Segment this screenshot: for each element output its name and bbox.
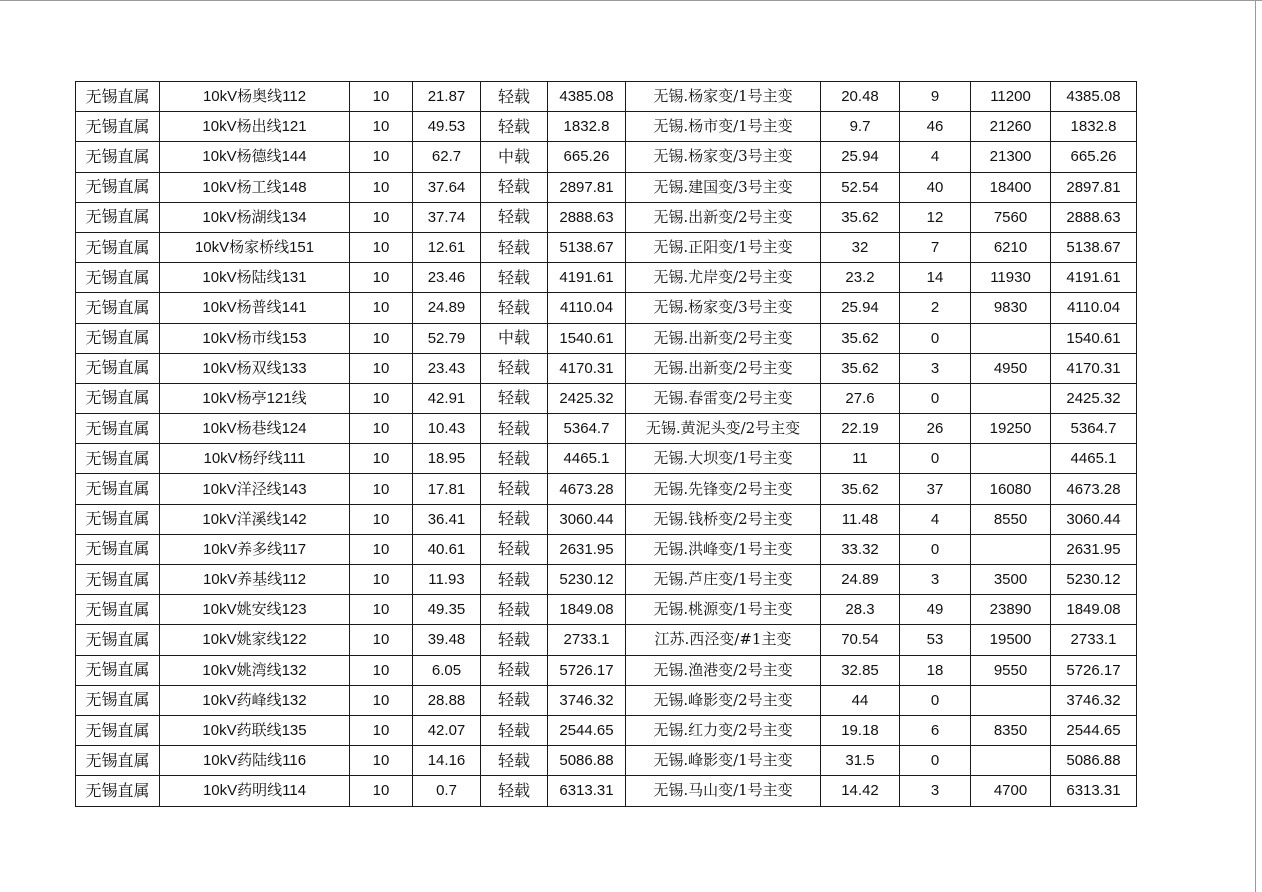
line-name-cell: 10kV姚湾线132 <box>160 655 350 685</box>
available-capacity-cell: 4465.1 <box>548 444 626 474</box>
count-cell: 46 <box>900 112 971 142</box>
substation-transformer-cell: 无锡.洪峰变/1号主变 <box>626 534 821 564</box>
count-cell: 9 <box>900 82 971 112</box>
load-rate-cell: 62.7 <box>413 142 481 172</box>
capacity-cell <box>971 444 1051 474</box>
capacity-cell: 23890 <box>971 595 1051 625</box>
transformer-load-rate-cell: 27.6 <box>821 383 900 413</box>
margin-cell: 2888.63 <box>1051 202 1137 232</box>
voltage-cell: 10 <box>350 232 413 262</box>
line-name-cell: 10kV杨普线141 <box>160 293 350 323</box>
line-name-cell: 10kV杨巷线124 <box>160 414 350 444</box>
load-rate-cell: 0.7 <box>413 776 481 806</box>
transformer-load-rate-cell: 24.89 <box>821 565 900 595</box>
available-capacity-cell: 1849.08 <box>548 595 626 625</box>
load-status-cell: 轻载 <box>481 293 548 323</box>
voltage-cell: 10 <box>350 172 413 202</box>
unit-cell: 无锡直属 <box>76 565 160 595</box>
unit-cell: 无锡直属 <box>76 82 160 112</box>
line-name-cell: 10kV姚家线122 <box>160 625 350 655</box>
load-status-cell: 中载 <box>481 142 548 172</box>
margin-cell: 2631.95 <box>1051 534 1137 564</box>
margin-cell: 4385.08 <box>1051 82 1137 112</box>
table-row <box>76 625 1137 655</box>
load-rate-cell: 11.93 <box>413 565 481 595</box>
voltage-cell: 10 <box>350 565 413 595</box>
unit-cell: 无锡直属 <box>76 595 160 625</box>
margin-cell: 1540.61 <box>1051 323 1137 353</box>
load-rate-cell: 36.41 <box>413 504 481 534</box>
substation-transformer-cell: 无锡.杨家变/3号主变 <box>626 293 821 323</box>
substation-transformer-cell: 无锡.黄泥头变/2号主变 <box>626 414 821 444</box>
transformer-load-rate-cell: 52.54 <box>821 172 900 202</box>
load-rate-cell: 49.53 <box>413 112 481 142</box>
unit-cell: 无锡直属 <box>76 202 160 232</box>
unit-cell: 无锡直属 <box>76 444 160 474</box>
transformer-load-rate-cell: 31.5 <box>821 746 900 776</box>
load-rate-cell: 18.95 <box>413 444 481 474</box>
margin-cell: 5726.17 <box>1051 655 1137 685</box>
unit-cell: 无锡直属 <box>76 474 160 504</box>
capacity-cell: 21260 <box>971 112 1051 142</box>
substation-transformer-cell: 无锡.杨家变/3号主变 <box>626 142 821 172</box>
count-cell: 0 <box>900 383 971 413</box>
substation-transformer-cell: 无锡.渔港变/2号主变 <box>626 655 821 685</box>
line-name-cell: 10kV姚安线123 <box>160 595 350 625</box>
unit-cell: 无锡直属 <box>76 172 160 202</box>
count-cell: 2 <box>900 293 971 323</box>
table-row <box>76 383 1137 413</box>
voltage-cell: 10 <box>350 414 413 444</box>
page-top-border <box>0 0 1262 1</box>
capacity-cell <box>971 685 1051 715</box>
load-rate-cell: 42.91 <box>413 383 481 413</box>
capacity-cell <box>971 323 1051 353</box>
load-status-cell: 轻载 <box>481 444 548 474</box>
table-row <box>76 323 1137 353</box>
available-capacity-cell: 2897.81 <box>548 172 626 202</box>
unit-cell: 无锡直属 <box>76 414 160 444</box>
unit-cell: 无锡直属 <box>76 534 160 564</box>
load-rate-cell: 39.48 <box>413 625 481 655</box>
transformer-load-rate-cell: 35.62 <box>821 202 900 232</box>
transformer-load-rate-cell: 20.48 <box>821 82 900 112</box>
available-capacity-cell: 2425.32 <box>548 383 626 413</box>
transformer-load-rate-cell: 23.2 <box>821 263 900 293</box>
line-name-cell: 10kV杨市线153 <box>160 323 350 353</box>
load-status-cell: 轻载 <box>481 82 548 112</box>
voltage-cell: 10 <box>350 685 413 715</box>
load-rate-cell: 23.46 <box>413 263 481 293</box>
table-row <box>76 232 1137 262</box>
unit-cell: 无锡直属 <box>76 685 160 715</box>
count-cell: 14 <box>900 263 971 293</box>
transformer-load-rate-cell: 9.7 <box>821 112 900 142</box>
substation-transformer-cell: 无锡.马山变/1号主变 <box>626 776 821 806</box>
table-row <box>76 534 1137 564</box>
load-status-cell: 轻载 <box>481 565 548 595</box>
available-capacity-cell: 4170.31 <box>548 353 626 383</box>
voltage-cell: 10 <box>350 112 413 142</box>
transformer-load-rate-cell: 32 <box>821 232 900 262</box>
margin-cell: 5230.12 <box>1051 565 1137 595</box>
load-status-cell: 轻载 <box>481 776 548 806</box>
table-row <box>76 263 1137 293</box>
substation-transformer-cell: 无锡.出新变/2号主变 <box>626 323 821 353</box>
line-name-cell: 10kV杨德线144 <box>160 142 350 172</box>
count-cell: 3 <box>900 565 971 595</box>
capacity-cell: 18400 <box>971 172 1051 202</box>
unit-cell: 无锡直属 <box>76 746 160 776</box>
margin-cell: 2897.81 <box>1051 172 1137 202</box>
table-row <box>76 172 1137 202</box>
count-cell: 0 <box>900 444 971 474</box>
load-status-cell: 轻载 <box>481 474 548 504</box>
substation-transformer-cell: 无锡.大坝变/1号主变 <box>626 444 821 474</box>
load-status-cell: 轻载 <box>481 595 548 625</box>
substation-transformer-cell: 无锡.尤岸变/2号主变 <box>626 263 821 293</box>
transformer-load-rate-cell: 70.54 <box>821 625 900 655</box>
table-row <box>76 595 1137 625</box>
capacity-cell: 11200 <box>971 82 1051 112</box>
voltage-cell: 10 <box>350 82 413 112</box>
load-status-cell: 轻载 <box>481 534 548 564</box>
count-cell: 49 <box>900 595 971 625</box>
table-row <box>76 353 1137 383</box>
available-capacity-cell: 1540.61 <box>548 323 626 353</box>
table-row <box>76 142 1137 172</box>
load-rate-cell: 10.43 <box>413 414 481 444</box>
capacity-cell <box>971 746 1051 776</box>
margin-cell: 1832.8 <box>1051 112 1137 142</box>
margin-cell: 2425.32 <box>1051 383 1137 413</box>
line-name-cell: 10kV杨奥线112 <box>160 82 350 112</box>
capacity-cell <box>971 534 1051 564</box>
load-status-cell: 轻载 <box>481 655 548 685</box>
voltage-cell: 10 <box>350 293 413 323</box>
unit-cell: 无锡直属 <box>76 383 160 413</box>
table-row <box>76 746 1137 776</box>
load-status-cell: 轻载 <box>481 383 548 413</box>
count-cell: 0 <box>900 323 971 353</box>
load-status-cell: 中载 <box>481 323 548 353</box>
count-cell: 3 <box>900 353 971 383</box>
substation-transformer-cell: 无锡.红力变/2号主变 <box>626 715 821 745</box>
feeder-load-table <box>75 81 1137 807</box>
transformer-load-rate-cell: 22.19 <box>821 414 900 444</box>
voltage-cell: 10 <box>350 595 413 625</box>
capacity-cell: 4950 <box>971 353 1051 383</box>
line-name-cell: 10kV杨家桥线151 <box>160 232 350 262</box>
count-cell: 26 <box>900 414 971 444</box>
capacity-cell <box>971 383 1051 413</box>
table-row <box>76 776 1137 806</box>
capacity-cell: 8350 <box>971 715 1051 745</box>
substation-transformer-cell: 无锡.杨家变/1号主变 <box>626 82 821 112</box>
load-status-cell: 轻载 <box>481 746 548 776</box>
voltage-cell: 10 <box>350 383 413 413</box>
available-capacity-cell: 5230.12 <box>548 565 626 595</box>
transformer-load-rate-cell: 11 <box>821 444 900 474</box>
margin-cell: 4465.1 <box>1051 444 1137 474</box>
margin-cell: 665.26 <box>1051 142 1137 172</box>
line-name-cell: 10kV药峰线132 <box>160 685 350 715</box>
substation-transformer-cell: 无锡.建国变/3号主变 <box>626 172 821 202</box>
transformer-load-rate-cell: 35.62 <box>821 474 900 504</box>
unit-cell: 无锡直属 <box>76 263 160 293</box>
load-status-cell: 轻载 <box>481 263 548 293</box>
count-cell: 7 <box>900 232 971 262</box>
load-rate-cell: 21.87 <box>413 82 481 112</box>
unit-cell: 无锡直属 <box>76 625 160 655</box>
capacity-cell: 3500 <box>971 565 1051 595</box>
unit-cell: 无锡直属 <box>76 655 160 685</box>
line-name-cell: 10kV药明线114 <box>160 776 350 806</box>
capacity-cell: 19500 <box>971 625 1051 655</box>
count-cell: 40 <box>900 172 971 202</box>
load-rate-cell: 14.16 <box>413 746 481 776</box>
margin-cell: 4110.04 <box>1051 293 1137 323</box>
available-capacity-cell: 4673.28 <box>548 474 626 504</box>
count-cell: 3 <box>900 776 971 806</box>
load-status-cell: 轻载 <box>481 715 548 745</box>
available-capacity-cell: 5138.67 <box>548 232 626 262</box>
unit-cell: 无锡直属 <box>76 112 160 142</box>
transformer-load-rate-cell: 44 <box>821 685 900 715</box>
margin-cell: 5138.67 <box>1051 232 1137 262</box>
available-capacity-cell: 2888.63 <box>548 202 626 232</box>
load-rate-cell: 42.07 <box>413 715 481 745</box>
load-status-cell: 轻载 <box>481 504 548 534</box>
substation-transformer-cell: 无锡.峰影变/1号主变 <box>626 746 821 776</box>
table-row <box>76 565 1137 595</box>
available-capacity-cell: 5086.88 <box>548 746 626 776</box>
substation-transformer-cell: 无锡.钱桥变/2号主变 <box>626 504 821 534</box>
line-name-cell: 10kV杨湖线134 <box>160 202 350 232</box>
voltage-cell: 10 <box>350 655 413 685</box>
load-status-cell: 轻载 <box>481 172 548 202</box>
available-capacity-cell: 4385.08 <box>548 82 626 112</box>
available-capacity-cell: 3060.44 <box>548 504 626 534</box>
unit-cell: 无锡直属 <box>76 142 160 172</box>
load-rate-cell: 28.88 <box>413 685 481 715</box>
transformer-load-rate-cell: 35.62 <box>821 323 900 353</box>
margin-cell: 4191.61 <box>1051 263 1137 293</box>
load-status-cell: 轻载 <box>481 112 548 142</box>
voltage-cell: 10 <box>350 444 413 474</box>
count-cell: 37 <box>900 474 971 504</box>
available-capacity-cell: 2631.95 <box>548 534 626 564</box>
available-capacity-cell: 4191.61 <box>548 263 626 293</box>
substation-transformer-cell: 无锡.出新变/2号主变 <box>626 202 821 232</box>
count-cell: 4 <box>900 142 971 172</box>
available-capacity-cell: 665.26 <box>548 142 626 172</box>
transformer-load-rate-cell: 35.62 <box>821 353 900 383</box>
count-cell: 12 <box>900 202 971 232</box>
margin-cell: 5086.88 <box>1051 746 1137 776</box>
capacity-cell: 9550 <box>971 655 1051 685</box>
capacity-cell: 11930 <box>971 263 1051 293</box>
voltage-cell: 10 <box>350 353 413 383</box>
load-rate-cell: 37.64 <box>413 172 481 202</box>
line-name-cell: 10kV药联线135 <box>160 715 350 745</box>
margin-cell: 6313.31 <box>1051 776 1137 806</box>
table-row <box>76 504 1137 534</box>
available-capacity-cell: 1832.8 <box>548 112 626 142</box>
load-status-cell: 轻载 <box>481 202 548 232</box>
table-row <box>76 414 1137 444</box>
voltage-cell: 10 <box>350 534 413 564</box>
substation-transformer-cell: 无锡.春雷变/2号主变 <box>626 383 821 413</box>
voltage-cell: 10 <box>350 504 413 534</box>
load-rate-cell: 37.74 <box>413 202 481 232</box>
count-cell: 0 <box>900 685 971 715</box>
margin-cell: 2544.65 <box>1051 715 1137 745</box>
line-name-cell: 10kV药陆线116 <box>160 746 350 776</box>
voltage-cell: 10 <box>350 263 413 293</box>
load-rate-cell: 24.89 <box>413 293 481 323</box>
margin-cell: 2733.1 <box>1051 625 1137 655</box>
load-rate-cell: 23.43 <box>413 353 481 383</box>
available-capacity-cell: 5726.17 <box>548 655 626 685</box>
line-name-cell: 10kV洋溪线142 <box>160 504 350 534</box>
available-capacity-cell: 6313.31 <box>548 776 626 806</box>
voltage-cell: 10 <box>350 142 413 172</box>
margin-cell: 1849.08 <box>1051 595 1137 625</box>
line-name-cell: 10kV杨双线133 <box>160 353 350 383</box>
count-cell: 4 <box>900 504 971 534</box>
table-row <box>76 202 1137 232</box>
transformer-load-rate-cell: 25.94 <box>821 293 900 323</box>
transformer-load-rate-cell: 11.48 <box>821 504 900 534</box>
count-cell: 0 <box>900 534 971 564</box>
capacity-cell: 7560 <box>971 202 1051 232</box>
available-capacity-cell: 3746.32 <box>548 685 626 715</box>
substation-transformer-cell: 无锡.出新变/2号主变 <box>626 353 821 383</box>
substation-transformer-cell: 无锡.杨市变/1号主变 <box>626 112 821 142</box>
line-name-cell: 10kV洋泾线143 <box>160 474 350 504</box>
table-row <box>76 685 1137 715</box>
substation-transformer-cell: 江苏.西泾变/#1主变 <box>626 625 821 655</box>
transformer-load-rate-cell: 33.32 <box>821 534 900 564</box>
table-row <box>76 293 1137 323</box>
table-row <box>76 82 1137 112</box>
margin-cell: 5364.7 <box>1051 414 1137 444</box>
available-capacity-cell: 2733.1 <box>548 625 626 655</box>
unit-cell: 无锡直属 <box>76 232 160 262</box>
substation-transformer-cell: 无锡.峰影变/2号主变 <box>626 685 821 715</box>
load-status-cell: 轻载 <box>481 625 548 655</box>
unit-cell: 无锡直属 <box>76 776 160 806</box>
count-cell: 53 <box>900 625 971 655</box>
substation-transformer-cell: 无锡.芦庄变/1号主变 <box>626 565 821 595</box>
table-row <box>76 715 1137 745</box>
page-right-border <box>1255 0 1256 892</box>
load-rate-cell: 40.61 <box>413 534 481 564</box>
unit-cell: 无锡直属 <box>76 504 160 534</box>
voltage-cell: 10 <box>350 776 413 806</box>
load-status-cell: 轻载 <box>481 353 548 383</box>
voltage-cell: 10 <box>350 202 413 232</box>
count-cell: 0 <box>900 746 971 776</box>
transformer-load-rate-cell: 25.94 <box>821 142 900 172</box>
load-status-cell: 轻载 <box>481 414 548 444</box>
substation-transformer-cell: 无锡.正阳变/1号主变 <box>626 232 821 262</box>
line-name-cell: 10kV杨工线148 <box>160 172 350 202</box>
available-capacity-cell: 4110.04 <box>548 293 626 323</box>
unit-cell: 无锡直属 <box>76 353 160 383</box>
unit-cell: 无锡直属 <box>76 293 160 323</box>
voltage-cell: 10 <box>350 625 413 655</box>
table-row <box>76 444 1137 474</box>
unit-cell: 无锡直属 <box>76 323 160 353</box>
line-name-cell: 10kV杨出线121 <box>160 112 350 142</box>
load-rate-cell: 6.05 <box>413 655 481 685</box>
transformer-load-rate-cell: 14.42 <box>821 776 900 806</box>
table-row <box>76 474 1137 504</box>
load-rate-cell: 12.61 <box>413 232 481 262</box>
load-rate-cell: 17.81 <box>413 474 481 504</box>
transformer-load-rate-cell: 28.3 <box>821 595 900 625</box>
voltage-cell: 10 <box>350 323 413 353</box>
available-capacity-cell: 5364.7 <box>548 414 626 444</box>
substation-transformer-cell: 无锡.桃源变/1号主变 <box>626 595 821 625</box>
load-status-cell: 轻载 <box>481 232 548 262</box>
unit-cell: 无锡直属 <box>76 715 160 745</box>
capacity-cell: 19250 <box>971 414 1051 444</box>
margin-cell: 4673.28 <box>1051 474 1137 504</box>
table-row <box>76 655 1137 685</box>
transformer-load-rate-cell: 19.18 <box>821 715 900 745</box>
load-rate-cell: 49.35 <box>413 595 481 625</box>
substation-transformer-cell: 无锡.先锋变/2号主变 <box>626 474 821 504</box>
table-row <box>76 112 1137 142</box>
capacity-cell: 16080 <box>971 474 1051 504</box>
line-name-cell: 10kV养多线117 <box>160 534 350 564</box>
margin-cell: 4170.31 <box>1051 353 1137 383</box>
load-status-cell: 轻载 <box>481 685 548 715</box>
available-capacity-cell: 2544.65 <box>548 715 626 745</box>
capacity-cell: 6210 <box>971 232 1051 262</box>
line-name-cell: 10kV杨纾线111 <box>160 444 350 474</box>
line-name-cell: 10kV杨陆线131 <box>160 263 350 293</box>
line-name-cell: 10kV杨亭121线 <box>160 383 350 413</box>
transformer-load-rate-cell: 32.85 <box>821 655 900 685</box>
margin-cell: 3746.32 <box>1051 685 1137 715</box>
capacity-cell: 8550 <box>971 504 1051 534</box>
line-name-cell: 10kV养基线112 <box>160 565 350 595</box>
voltage-cell: 10 <box>350 474 413 504</box>
capacity-cell: 9830 <box>971 293 1051 323</box>
voltage-cell: 10 <box>350 715 413 745</box>
voltage-cell: 10 <box>350 746 413 776</box>
capacity-cell: 21300 <box>971 142 1051 172</box>
count-cell: 6 <box>900 715 971 745</box>
margin-cell: 3060.44 <box>1051 504 1137 534</box>
table-body <box>76 82 1137 807</box>
capacity-cell: 4700 <box>971 776 1051 806</box>
load-rate-cell: 52.79 <box>413 323 481 353</box>
count-cell: 18 <box>900 655 971 685</box>
